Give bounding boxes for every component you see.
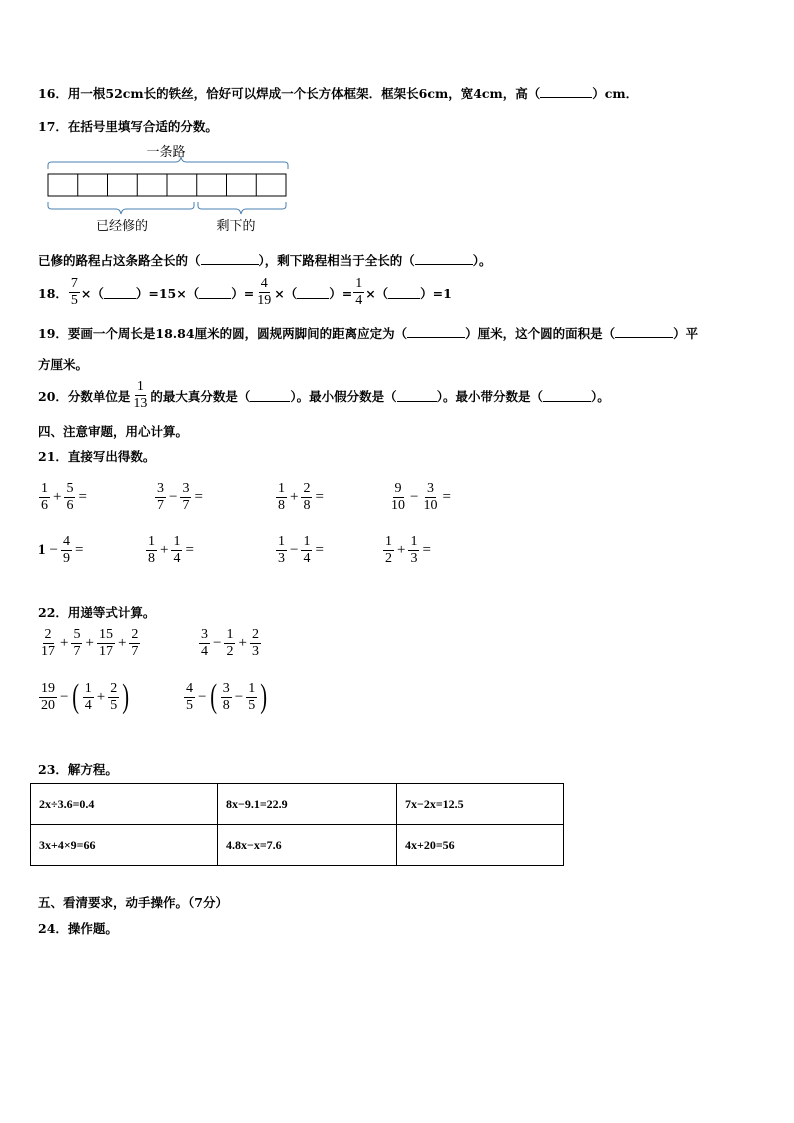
question-18 <box>38 277 452 308</box>
numerator: 3 <box>201 627 208 642</box>
operator: = <box>74 542 84 558</box>
q16-wire-length: 52cm <box>105 86 144 101</box>
fraction <box>276 535 287 566</box>
numerator: 7 <box>70 276 78 291</box>
fraction <box>255 277 273 308</box>
question-19 <box>38 324 698 342</box>
operator: − <box>169 489 178 505</box>
question-17-fill <box>38 251 492 269</box>
numerator: 3 <box>182 481 190 496</box>
q22-expr-4 <box>183 678 270 716</box>
answer-blank[interactable] <box>388 286 420 299</box>
table-row <box>31 784 564 825</box>
q21-expr-3 <box>275 482 326 513</box>
operator: = <box>315 489 324 505</box>
q16-text-d: ）cm． <box>592 86 639 101</box>
answer-blank[interactable] <box>415 252 473 265</box>
question-24-title: 24．操作题。 <box>38 921 118 936</box>
operator: = <box>185 542 194 558</box>
q18-text: ）= <box>329 285 353 301</box>
q16-frame-width: 4cm <box>473 86 503 101</box>
fraction <box>171 535 182 566</box>
fraction <box>61 535 72 566</box>
numerator: 9 <box>394 481 402 496</box>
denominator: 4 <box>303 551 311 566</box>
q19-text: 19．要画一个周长是 <box>38 326 156 341</box>
operator: = <box>442 489 451 505</box>
equation-cell: 3x+4×9=66 <box>31 825 218 866</box>
fraction <box>71 628 82 659</box>
road-diagram <box>40 138 300 238</box>
denominator: 4 <box>84 697 92 713</box>
numerator: 5 <box>73 627 81 642</box>
operator: − <box>410 489 419 505</box>
fraction <box>276 482 287 513</box>
operator: + <box>397 542 406 558</box>
parenthesis: ( <box>210 678 218 715</box>
numerator: 5 <box>66 481 74 496</box>
operator: + <box>238 635 247 651</box>
q21-expr-1 <box>38 482 89 513</box>
denominator: 5 <box>70 293 78 308</box>
numerator: 2 <box>251 627 259 642</box>
q19-text: 厘米的圆，圆规两脚间的距离应定为（ <box>194 326 408 341</box>
denominator: 5 <box>110 697 118 713</box>
table-row <box>31 825 564 866</box>
denominator: 8 <box>222 697 230 713</box>
q21-expr-6 <box>145 535 196 566</box>
q21-expr-2 <box>154 482 205 513</box>
denominator: 7 <box>182 498 190 513</box>
parenthesis: ) <box>260 678 268 715</box>
q21-expr-4 <box>388 482 453 513</box>
numerator: 1 <box>355 276 363 291</box>
section-5-heading: 五、看清要求，动手操作。（7分） <box>38 895 228 910</box>
denominator: 5 <box>186 697 193 713</box>
q22-expr-2 <box>198 628 262 659</box>
operator: = <box>422 542 431 558</box>
denominator: 4 <box>173 551 181 566</box>
fraction <box>69 277 80 308</box>
fraction <box>408 535 419 566</box>
answer-blank[interactable] <box>615 325 673 338</box>
operator: − <box>60 688 69 705</box>
numerator: 1 <box>248 680 256 696</box>
answer-blank[interactable] <box>540 85 592 98</box>
q18-text: ）= <box>231 285 255 301</box>
section-4-heading: 四、注意审题，用心计算。 <box>38 424 189 439</box>
fraction <box>64 482 75 513</box>
q17-text-b: ），剩下路程相当于全长的（ <box>258 253 415 268</box>
numerator: 1 <box>278 534 285 549</box>
operator: = <box>315 542 324 558</box>
fraction <box>383 535 394 566</box>
fraction <box>250 628 261 659</box>
answer-blank[interactable] <box>250 389 290 402</box>
operator: + <box>60 635 69 651</box>
fraction <box>108 682 119 713</box>
fraction <box>39 682 57 713</box>
denominator: 13 <box>133 396 148 411</box>
denominator: 2 <box>385 551 392 566</box>
denominator: 19 <box>257 293 272 308</box>
denominator: 10 <box>391 498 405 513</box>
numerator: 2 <box>110 680 118 696</box>
answer-blank[interactable] <box>397 389 437 402</box>
question-16 <box>38 84 638 102</box>
q21-expr-7 <box>275 535 326 566</box>
operator: 1 <box>38 542 46 558</box>
question-23-title: 23．解方程。 <box>38 762 118 777</box>
numerator: 4 <box>186 680 193 696</box>
question-20 <box>38 380 610 411</box>
fraction <box>199 628 210 659</box>
fraction <box>246 682 257 713</box>
operator: − <box>290 542 299 558</box>
q22-expr-1 <box>38 628 141 659</box>
q20-text: ）。最小假分数是（ <box>290 388 397 404</box>
numerator: 1 <box>410 534 418 549</box>
answer-blank[interactable] <box>199 286 231 299</box>
denominator: 6 <box>41 498 48 513</box>
operator: + <box>290 489 299 505</box>
numerator: 1 <box>303 534 311 549</box>
question-21-title: 21．直接写出得数。 <box>38 449 156 464</box>
answer-blank[interactable] <box>407 325 465 338</box>
operator: − <box>213 635 222 651</box>
denominator: 9 <box>62 551 70 566</box>
q19-text: ）平 <box>673 326 699 341</box>
numerator: 1 <box>41 481 48 496</box>
fraction <box>389 482 407 513</box>
parenthesis: ( <box>72 678 80 715</box>
numerator: 2 <box>44 627 52 642</box>
fraction <box>131 380 149 411</box>
q19-value: 18.84 <box>155 326 195 341</box>
equation-table <box>30 783 564 866</box>
fraction <box>180 482 191 513</box>
numerator: 4 <box>62 534 70 549</box>
operator: = <box>194 489 203 505</box>
q16-sep: ，宽 <box>448 86 474 101</box>
numerator: 3 <box>222 680 230 696</box>
denominator: 8 <box>148 551 155 566</box>
operator: − <box>49 542 58 558</box>
denominator: 20 <box>41 697 55 713</box>
operator: = <box>78 489 87 505</box>
denominator: 3 <box>251 644 259 659</box>
numerator: 1 <box>385 534 392 549</box>
done-label: 已经修的 <box>95 219 149 234</box>
q18-text: ）=1 <box>420 285 452 301</box>
road-segments <box>78 174 257 196</box>
equation-cell: 2x÷3.6=0.4 <box>31 784 218 825</box>
top-label: 一条路 <box>146 145 186 160</box>
q20-text: ）。 <box>590 388 610 404</box>
denominator: 17 <box>98 644 113 659</box>
q17-text-a: 已修的路程占这条路全长的（ <box>38 253 201 268</box>
denominator: 5 <box>248 697 256 713</box>
fraction <box>224 628 235 659</box>
equation-cell: 7x−2x=12.5 <box>397 784 564 825</box>
numerator: 15 <box>98 627 113 642</box>
fraction <box>83 682 94 713</box>
answer-blank[interactable] <box>201 252 259 265</box>
denominator: 3 <box>278 551 285 566</box>
denominator: 8 <box>303 498 311 513</box>
q16-text-b: 长的铁丝，恰好可以焊成一个长方体框架．框架长 <box>143 86 419 101</box>
fraction <box>421 482 439 513</box>
fraction <box>155 482 166 513</box>
numerator: 1 <box>136 379 144 394</box>
equation-cell: 4x+20=56 <box>397 825 564 866</box>
numerator: 3 <box>426 481 434 496</box>
q16-frame-length: 6cm <box>418 86 449 101</box>
fraction <box>221 682 232 713</box>
denominator: 4 <box>201 644 208 659</box>
numerator: 1 <box>173 534 181 549</box>
answer-blank[interactable] <box>297 286 329 299</box>
operator: + <box>53 489 62 505</box>
fraction <box>301 482 312 513</box>
q20-text: ）。最小带分数是（ <box>436 388 543 404</box>
operator: − <box>198 688 207 705</box>
denominator: 4 <box>355 293 363 308</box>
q16-text-c: ，高（ <box>502 86 541 101</box>
q22-expr-3 <box>38 678 132 716</box>
question-17-title: 17．在括号里填写合适的分数。 <box>38 119 218 134</box>
q18-text: ×（ <box>365 285 389 301</box>
denominator: 17 <box>41 644 55 659</box>
fraction <box>146 535 157 566</box>
q19-text: ）厘米，这个圆的面积是（ <box>465 326 616 341</box>
parenthesis: ) <box>122 678 130 715</box>
numerator: 3 <box>157 481 164 496</box>
answer-blank[interactable] <box>543 389 591 402</box>
fraction <box>353 277 364 308</box>
operator: − <box>234 688 244 705</box>
numerator: 1 <box>148 534 155 549</box>
equation-cell: 8x−9.1=22.9 <box>218 784 397 825</box>
question-19-line2: 方厘米。 <box>38 357 89 372</box>
question-22-title: 22．用递等式计算。 <box>38 605 156 620</box>
operator: + <box>117 635 127 651</box>
denominator: 2 <box>226 644 234 659</box>
q18-number: 18． <box>38 285 68 301</box>
q21-expr-5 <box>36 535 85 566</box>
fraction <box>129 628 140 659</box>
answer-blank[interactable] <box>104 286 136 299</box>
numerator: 2 <box>303 481 311 496</box>
numerator: 1 <box>226 627 234 642</box>
equation-cell: 4.8x−x=7.6 <box>218 825 397 866</box>
denominator: 8 <box>278 498 285 513</box>
fraction <box>39 482 50 513</box>
numerator: 2 <box>131 627 139 642</box>
fraction <box>301 535 312 566</box>
q21-expr-8 <box>382 535 433 566</box>
numerator: 4 <box>260 276 268 291</box>
numerator: 1 <box>84 680 92 696</box>
denominator: 10 <box>423 498 438 513</box>
denominator: 6 <box>66 498 74 513</box>
q17-text-c: ）。 <box>472 253 492 268</box>
fraction <box>39 628 57 659</box>
numerator: 19 <box>41 680 55 696</box>
denominator: 7 <box>157 498 164 513</box>
denominator: 7 <box>73 644 81 659</box>
q16-text-a: 16．用一根 <box>38 86 106 101</box>
q18-text: ）=15×（ <box>135 285 200 301</box>
remaining-label: 剩下的 <box>216 219 256 234</box>
q20-text: 的最大真分数是（ <box>150 388 251 404</box>
operator: + <box>160 542 169 558</box>
q18-text: ×（ <box>274 285 298 301</box>
q18-text: ×（ <box>80 285 104 301</box>
operator: + <box>85 635 94 651</box>
numerator: 1 <box>278 481 285 496</box>
operator: + <box>96 688 106 705</box>
q20-text: 20．分数单位是 <box>38 388 131 404</box>
denominator: 3 <box>410 551 418 566</box>
fraction <box>184 682 195 713</box>
fraction <box>97 628 115 659</box>
denominator: 7 <box>131 644 139 659</box>
